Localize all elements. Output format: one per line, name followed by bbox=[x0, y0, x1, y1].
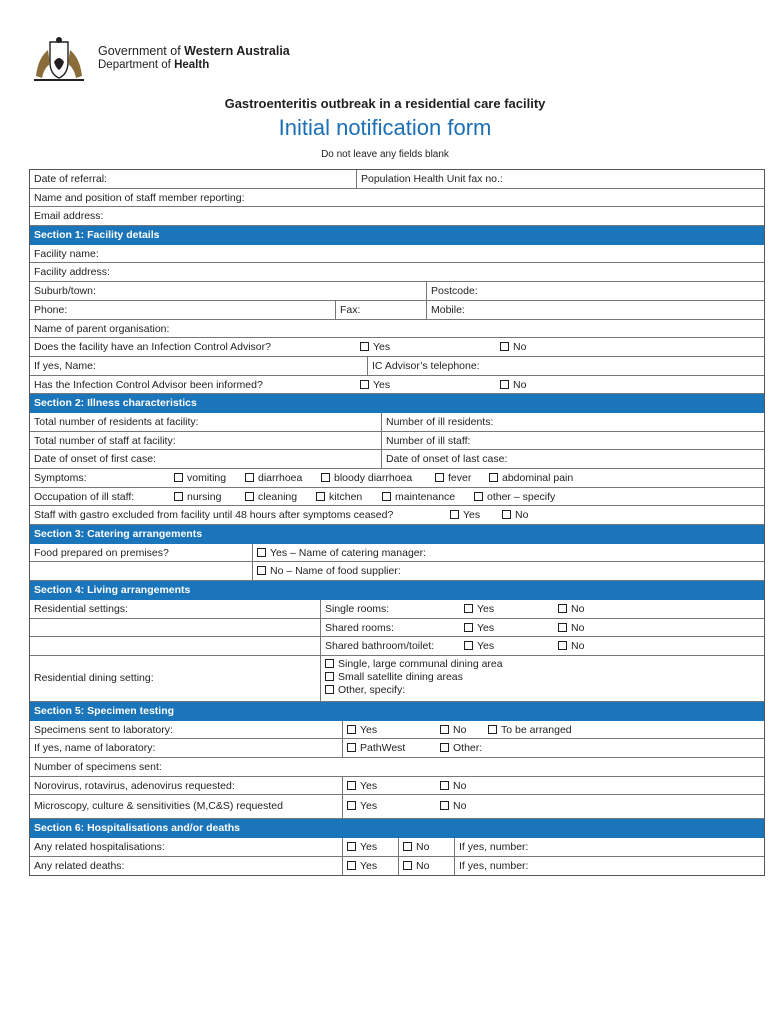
section-4-heading: Section 4: Living arrangements bbox=[30, 581, 764, 600]
ica-yes-option[interactable]: Yes bbox=[356, 338, 496, 356]
checkbox-icon[interactable] bbox=[464, 604, 473, 613]
suburb-field[interactable]: Suburb/town: bbox=[34, 285, 96, 298]
onset-last-field[interactable]: Date of onset of last case: bbox=[381, 450, 764, 468]
checkbox-icon[interactable] bbox=[558, 604, 567, 613]
email-field[interactable]: Email address: bbox=[34, 210, 104, 223]
government-name: Government of Western Australia bbox=[98, 44, 290, 58]
checkbox-icon[interactable] bbox=[489, 473, 498, 482]
symptom-vomiting-option[interactable]: vomiting bbox=[170, 469, 226, 487]
form-row bbox=[30, 450, 764, 469]
checkbox-icon[interactable] bbox=[347, 725, 356, 734]
staff-excluded-question: Staff with gastro excluded from facility until 48 hours after symptoms ceased? bbox=[34, 509, 394, 522]
phone-field[interactable]: Phone: bbox=[34, 303, 68, 316]
checkbox-icon[interactable] bbox=[347, 743, 356, 752]
norovirus-yes-option[interactable]: Yes bbox=[342, 777, 436, 795]
form-row bbox=[30, 619, 764, 638]
hospitalisations-number-field[interactable]: If yes, number: bbox=[454, 838, 764, 856]
checkbox-icon[interactable] bbox=[464, 641, 473, 650]
pathwest-option[interactable]: PathWest bbox=[342, 739, 436, 757]
facility-name-field[interactable]: Facility name: bbox=[34, 247, 99, 260]
section-1-heading: Section 1: Facility details bbox=[30, 226, 764, 245]
informed-no-option[interactable]: No bbox=[496, 376, 616, 394]
onset-first-field[interactable]: Date of onset of first case: bbox=[34, 453, 156, 466]
checkbox-icon[interactable] bbox=[558, 641, 567, 650]
form-row bbox=[30, 562, 764, 581]
checkbox-icon[interactable] bbox=[347, 842, 356, 851]
section-2-heading: Section 2: Illness characteristics bbox=[30, 394, 764, 413]
form-row bbox=[30, 488, 764, 507]
checkbox-icon[interactable] bbox=[488, 725, 497, 734]
ica-no-option[interactable]: No bbox=[496, 338, 616, 356]
norovirus-question: Norovirus, rotavirus, adenovirus requested: bbox=[34, 779, 235, 792]
form-row bbox=[30, 413, 764, 432]
symptom-bloody-diarrhoea-option[interactable]: bloody diarrhoea bbox=[317, 469, 412, 487]
form-row bbox=[30, 207, 764, 226]
deaths-no-option[interactable]: No bbox=[398, 857, 454, 876]
dining-setting-label: Residential dining setting: bbox=[34, 671, 154, 684]
date-of-referral-field[interactable]: Date of referral: bbox=[34, 173, 107, 185]
other-laboratory-option[interactable]: Other: bbox=[436, 739, 482, 757]
form-row bbox=[30, 506, 764, 525]
wa-coat-of-arms-icon bbox=[30, 36, 88, 84]
form-row bbox=[30, 637, 764, 656]
shared-rooms-label: Shared rooms: bbox=[320, 619, 460, 637]
form-row bbox=[30, 263, 764, 282]
excluded-no-option[interactable]: No bbox=[498, 506, 528, 524]
checkbox-icon[interactable] bbox=[440, 743, 449, 752]
form-row bbox=[30, 721, 764, 740]
single-no-option[interactable]: No bbox=[554, 600, 584, 618]
checkbox-icon[interactable] bbox=[435, 473, 444, 482]
form-row bbox=[30, 189, 764, 208]
checkbox-icon[interactable] bbox=[257, 548, 266, 557]
catering-manager-option[interactable]: Yes – Name of catering manager: bbox=[252, 544, 764, 562]
deaths-question: Any related deaths: bbox=[34, 859, 125, 872]
checkbox-icon[interactable] bbox=[347, 781, 356, 790]
checkbox-icon[interactable] bbox=[403, 842, 412, 851]
form-row bbox=[30, 320, 764, 339]
mobile-field[interactable]: Mobile: bbox=[426, 301, 764, 319]
total-staff-field[interactable]: Total number of staff at facility: bbox=[34, 434, 176, 447]
section-6-heading: Section 6: Hospitalisations and/or deaths bbox=[30, 819, 764, 838]
page-title: Initial notification form bbox=[278, 115, 492, 140]
checkbox-icon[interactable] bbox=[325, 672, 334, 681]
dining-other-option[interactable]: Other, specify: bbox=[325, 684, 503, 697]
single-yes-option[interactable]: Yes bbox=[460, 600, 554, 618]
form-row bbox=[30, 469, 764, 488]
shared-yes-option[interactable]: Yes bbox=[460, 619, 554, 637]
form-row bbox=[30, 758, 764, 777]
checkbox-icon[interactable] bbox=[174, 492, 183, 501]
ica-name-field[interactable]: If yes, Name: bbox=[34, 359, 96, 372]
symptoms-label: Symptoms: bbox=[34, 472, 87, 484]
form-row bbox=[30, 432, 764, 451]
checkbox-icon[interactable] bbox=[502, 510, 511, 519]
checkbox-icon[interactable] bbox=[360, 380, 369, 389]
specimens-sent-question: Specimens sent to laboratory: bbox=[34, 723, 173, 736]
hospitalisations-yes-option[interactable]: Yes bbox=[342, 838, 398, 856]
ica-question: Does the facility have an Infection Control Advisor? bbox=[34, 341, 271, 354]
symptom-abdominal-pain-option[interactable]: abdominal pain bbox=[485, 469, 573, 487]
facility-address-field[interactable]: Facility address: bbox=[34, 266, 110, 279]
laboratory-name-question: If yes, name of laboratory: bbox=[34, 742, 156, 755]
symptom-diarrhoea-option[interactable]: diarrhoea bbox=[241, 469, 302, 487]
ill-staff-field[interactable]: Number of ill staff: bbox=[381, 432, 764, 450]
ica-phone-field[interactable]: IC Advisor’s telephone: bbox=[367, 357, 764, 375]
deaths-yes-option[interactable]: Yes bbox=[342, 857, 398, 876]
occupation-other-option[interactable]: other – specify bbox=[470, 488, 555, 506]
checkbox-icon[interactable] bbox=[245, 473, 254, 482]
parent-organisation-field[interactable]: Name of parent organisation: bbox=[34, 322, 170, 335]
mcs-no-option[interactable]: No bbox=[436, 795, 466, 818]
checkbox-icon[interactable] bbox=[474, 492, 483, 501]
checkbox-icon[interactable] bbox=[257, 566, 266, 575]
form-subtitle: Gastroenteritis outbreak in a residential care facility bbox=[224, 96, 546, 111]
header bbox=[30, 36, 430, 86]
form-row bbox=[30, 245, 764, 264]
dining-satellite-option[interactable]: Small satellite dining areas bbox=[325, 671, 503, 684]
checkbox-icon[interactable] bbox=[347, 801, 356, 810]
form-row bbox=[30, 795, 764, 819]
specimens-to-be-arranged-option[interactable]: To be arranged bbox=[484, 721, 572, 739]
form-hint: Do not leave any fields blank bbox=[321, 149, 449, 160]
single-rooms-label: Single rooms: bbox=[320, 600, 460, 618]
checkbox-icon[interactable] bbox=[316, 492, 325, 501]
form-row bbox=[30, 357, 764, 376]
residential-settings-label: Residential settings: bbox=[34, 602, 128, 615]
food-supplier-option[interactable]: No – Name of food supplier: bbox=[252, 562, 764, 580]
checkbox-icon[interactable] bbox=[325, 659, 334, 668]
excluded-yes-option[interactable]: Yes bbox=[446, 506, 480, 524]
symptom-fever-option[interactable]: fever bbox=[431, 469, 471, 487]
checkbox-icon[interactable] bbox=[245, 492, 254, 501]
bathroom-no-option[interactable]: No bbox=[554, 637, 584, 655]
shared-bathroom-label: Shared bathroom/toilet: bbox=[320, 637, 460, 655]
ill-residents-field[interactable]: Number of ill residents: bbox=[381, 413, 764, 431]
mcs-yes-option[interactable]: Yes bbox=[342, 795, 436, 818]
checkbox-icon[interactable] bbox=[558, 623, 567, 632]
form-row bbox=[30, 857, 764, 876]
department-name: Department of Health bbox=[98, 59, 210, 71]
notification-form bbox=[29, 169, 765, 876]
section-5-heading: Section 5: Specimen testing bbox=[30, 702, 764, 721]
occupation-label: Occupation of ill staff: bbox=[34, 490, 135, 503]
occupation-maintenance-option[interactable]: maintenance bbox=[378, 488, 455, 506]
form-row bbox=[30, 600, 764, 619]
norovirus-no-option[interactable]: No bbox=[436, 777, 466, 795]
checkbox-icon[interactable] bbox=[440, 801, 449, 810]
checkbox-icon[interactable] bbox=[440, 781, 449, 790]
dining-communal-option[interactable]: Single, large communal dining area bbox=[325, 658, 503, 671]
form-row bbox=[30, 544, 764, 563]
fax-field[interactable]: Fax: bbox=[335, 301, 426, 319]
mcs-question: Microscopy, culture & sensitivities (M,C&S) requested bbox=[34, 800, 283, 813]
food-prepared-question: Food prepared on premises? bbox=[34, 546, 169, 559]
checkbox-icon[interactable] bbox=[347, 861, 356, 870]
specimens-yes-option[interactable]: Yes bbox=[342, 721, 436, 739]
number-of-specimens-field[interactable]: Number of specimens sent: bbox=[34, 760, 162, 773]
bathroom-yes-option[interactable]: Yes bbox=[460, 637, 554, 655]
checkbox-icon[interactable] bbox=[500, 380, 509, 389]
occupation-nursing-option[interactable]: nursing bbox=[170, 488, 221, 506]
total-residents-field[interactable]: Total number of residents at facility: bbox=[34, 415, 199, 428]
form-row bbox=[30, 838, 764, 857]
checkbox-icon[interactable] bbox=[360, 342, 369, 351]
checkbox-icon[interactable] bbox=[440, 725, 449, 734]
checkbox-icon[interactable] bbox=[403, 861, 412, 870]
staff-reporting-field[interactable]: Name and position of staff member reporting: bbox=[34, 191, 245, 204]
checkbox-icon[interactable] bbox=[325, 685, 334, 694]
dining-options bbox=[325, 658, 503, 697]
shared-no-option[interactable]: No bbox=[554, 619, 584, 637]
informed-yes-option[interactable]: Yes bbox=[356, 376, 496, 394]
checkbox-icon[interactable] bbox=[450, 510, 459, 519]
hospitalisations-no-option[interactable]: No bbox=[398, 838, 454, 856]
form-row bbox=[30, 376, 764, 395]
checkbox-icon[interactable] bbox=[464, 623, 473, 632]
form-row bbox=[30, 739, 764, 758]
checkbox-icon[interactable] bbox=[321, 473, 330, 482]
deaths-number-field[interactable]: If yes, number: bbox=[454, 857, 764, 876]
phu-fax-field[interactable]: Population Health Unit fax no.: bbox=[356, 170, 764, 188]
occupation-kitchen-option[interactable]: kitchen bbox=[312, 488, 362, 506]
checkbox-icon[interactable] bbox=[500, 342, 509, 351]
form-row bbox=[30, 338, 764, 357]
form-row bbox=[30, 301, 764, 320]
form-row bbox=[30, 777, 764, 796]
postcode-field[interactable]: Postcode: bbox=[426, 282, 764, 300]
form-row bbox=[30, 282, 764, 301]
ica-informed-question: Has the Infection Control Advisor been informed? bbox=[34, 378, 263, 391]
section-3-heading: Section 3: Catering arrangements bbox=[30, 525, 764, 544]
checkbox-icon[interactable] bbox=[382, 492, 391, 501]
checkbox-icon[interactable] bbox=[174, 473, 183, 482]
form-row bbox=[30, 656, 764, 702]
hospitalisations-question: Any related hospitalisations: bbox=[34, 841, 165, 853]
specimens-no-option[interactable]: No bbox=[436, 721, 484, 739]
occupation-cleaning-option[interactable]: cleaning bbox=[241, 488, 297, 506]
form-row bbox=[30, 170, 764, 189]
